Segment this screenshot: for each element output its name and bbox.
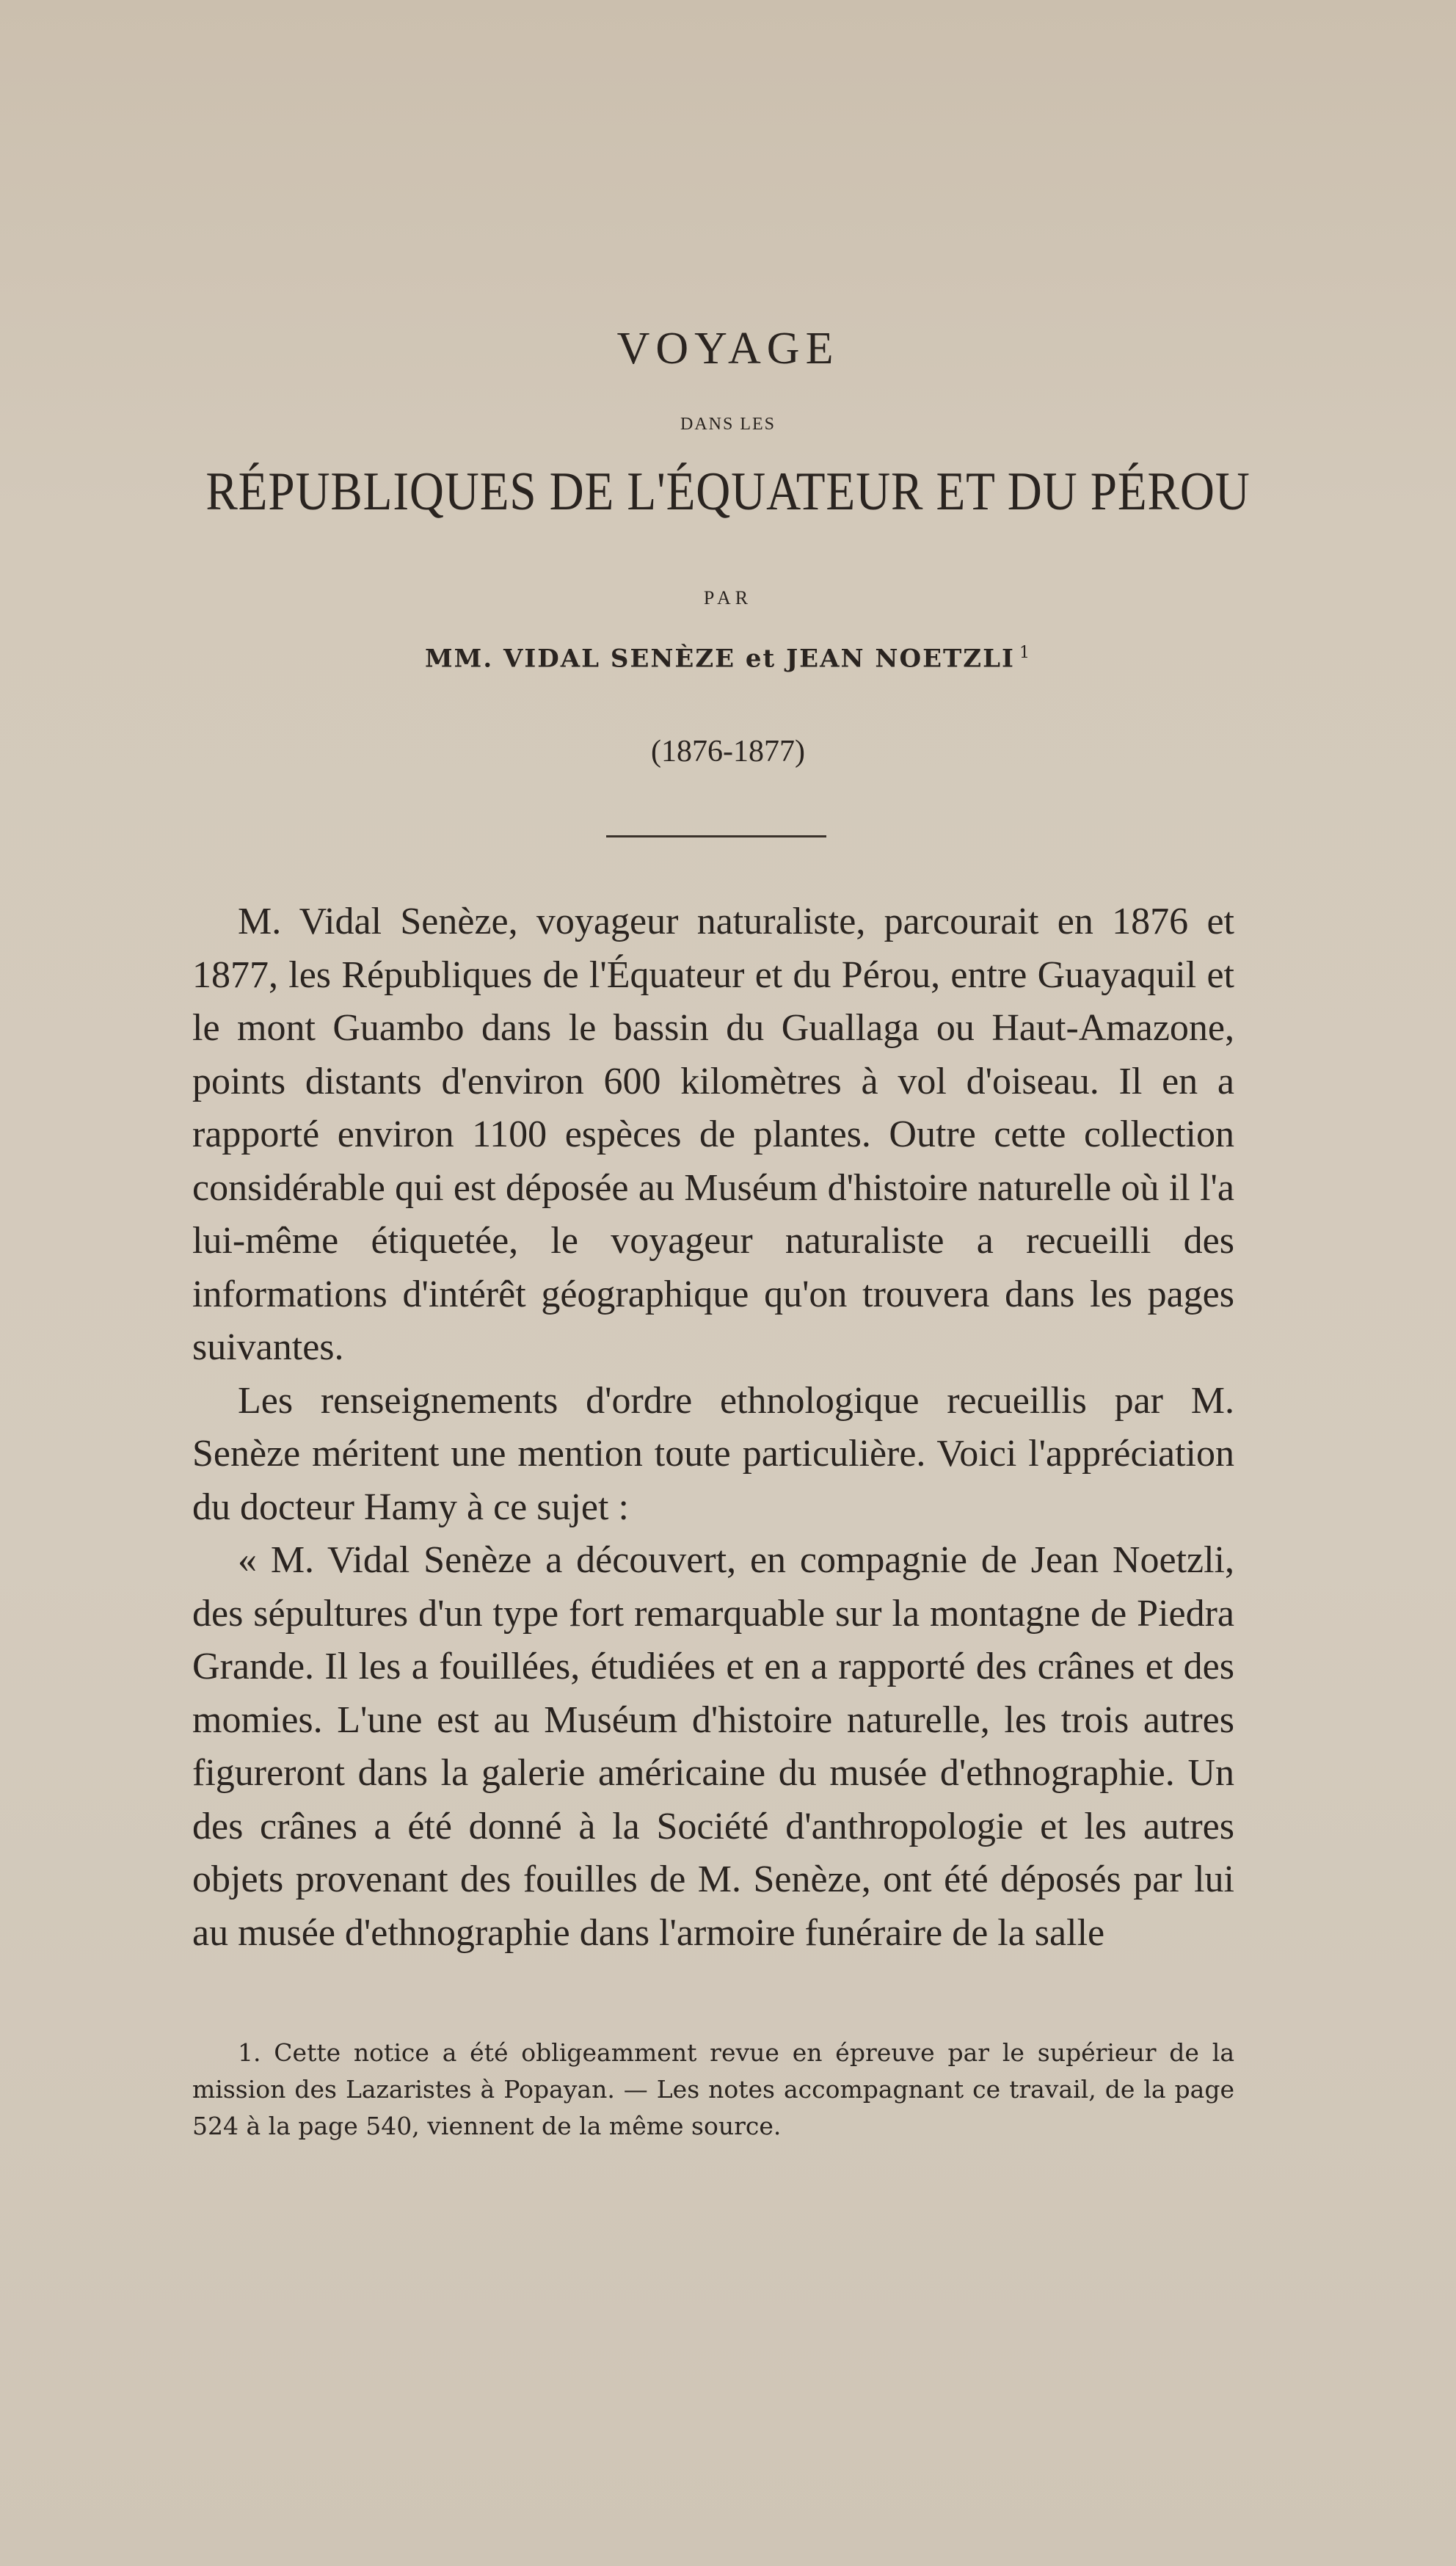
section-divider — [606, 835, 826, 837]
date-range: (1876-1877) — [651, 735, 805, 768]
paragraph: « M. Vidal Senèze a découvert, en compagnie de Jean Noetzli, des sépultures d'un type fort remarquable sur la montagne de Piedra Grande. Il les a fouillées, étudiées et en a rapporté des crânes et des momies. L'une est au Muséum d'histoire naturelle, les trois autres figureront dans la galerie américaine du musée d'ethnographie. Un des crânes a été donné à la Société d'anthropologie et les autres objets provenant des fouilles de M. Senèze, ont été déposés par lui au musée d'ethnographie dans l'armoire funéraire de la salle — [192, 1539, 1234, 1954]
footnote-marker: 1 — [1019, 644, 1031, 662]
title-connector: DANS LES — [680, 415, 776, 434]
paragraph: M. Vidal Senèze, voyageur naturaliste, parcourait en 1876 et 1877, les Républiques de l'Équateur et du Pérou, entre Guayaquil et le mont Guambo dans le bassin du Guallaga ou Haut-Amazone, points distants d'environ 600 kilomètres à vol d'oiseau. Il en a rapporté environ 1100 espèces de plantes. Outre cette collection considérable qui est déposée au Muséum d'histoire naturelle où il l'a lui-même étiquetée, le voyageur naturaliste a recueilli des informations d'intérêt géographique qu'on trouvera dans les pages suivantes. — [192, 901, 1234, 1368]
authors-line — [0, 644, 1456, 673]
authors-names: MM. VIDAL SENÈZE et JEAN NOETZLI — [425, 644, 1015, 674]
paragraph: Les renseignements d'ordre ethnologique recueillis par M. Senèze méritent une mention toute particulière. Voici l'appréciation du docteur Hamy à ce sujet : — [192, 1379, 1234, 1528]
footnote-text: 1. Cette notice a été obligeamment revue en épreuve par le supérieur de la mission des Lazaristes à Popayan. — Les notes accompagnant ce travail, de la page 524 à la page 540, viennent de la même source. — [192, 2038, 1234, 2140]
body-text — [192, 895, 1234, 1960]
page-subtitle: RÉPUBLIQUES DE L'ÉQUATEUR ET DU PÉROU — [205, 462, 1251, 522]
by-line-label: PAR — [703, 587, 753, 608]
page-title: VOYAGE — [616, 324, 840, 374]
footnote — [192, 2035, 1234, 2145]
